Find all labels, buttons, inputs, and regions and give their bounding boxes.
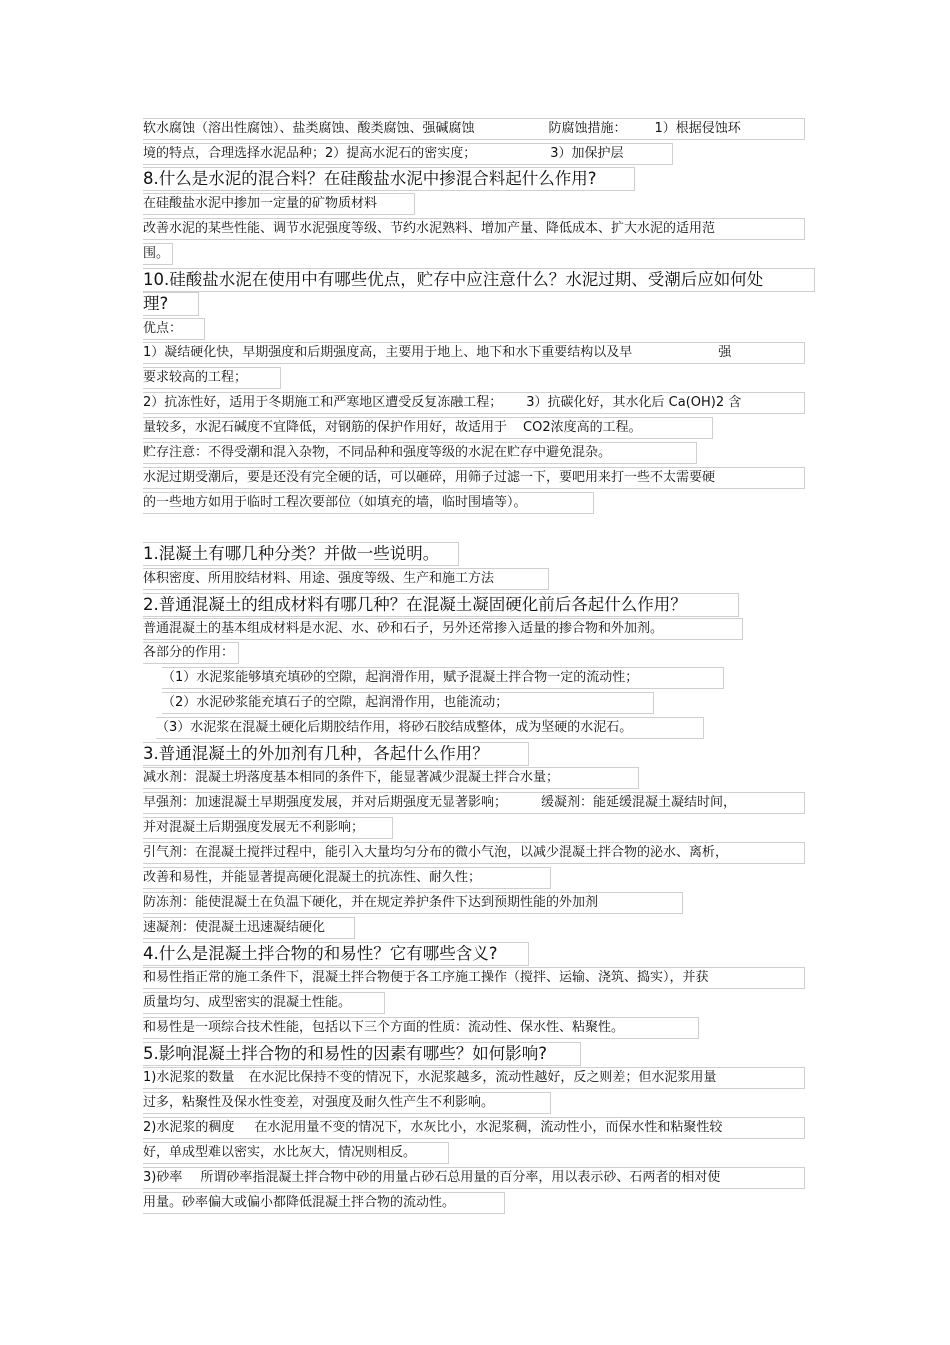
c5-factor-1-cont: 过多，粘聚性及保水性变差，对强度及耐久性产生不利影响。 [143, 1092, 551, 1114]
q10-point-2 [143, 392, 805, 414]
q8-heading: 8.什么是水泥的混合料？在硅酸盐水泥中掺混合料起什么作用? [143, 167, 635, 191]
intro-line-2 [143, 143, 673, 165]
intro-measure-3: 3）加保护层 [550, 146, 624, 161]
factor-label: 3)砂率 [143, 1170, 183, 1185]
agent-text: 缓凝剂：能延缓混凝土凝结时间， [541, 795, 737, 810]
q10-heading: 10.硅酸盐水泥在使用中有哪些优点，贮存中应注意什么？水泥过期、受潮后应如何处 [143, 268, 815, 292]
c2-item-3: （3）水泥浆在混凝土硬化后期胶结作用，将砂石胶结成整体，成为坚硬的水泥石。 [156, 717, 704, 739]
agent-text: 早强剂：加速混凝土早期强度发展，并对后期强度无显著影响； [143, 795, 508, 810]
c1-heading: 1.混凝土有哪几种分类？并做一些说明。 [143, 542, 459, 566]
point-text: 3）抗碳化好，其水化后 Ca(OH)2 含 [526, 395, 742, 410]
c2-answer: 普通混凝土的基本组成材料是水泥、水、砂和石子，另外还常掺入适量的掺合物和外加剂。 [143, 618, 743, 640]
q10-expired-line: 水泥过期受潮后，要是还没有完全硬的话，可以砸碎，用筛子过滤一下，要吧用来打一些不太需要硬 [143, 467, 805, 489]
c3-accelerator: 速凝剂：使混凝土迅速凝结硬化 [143, 917, 355, 939]
intro-text: 软水腐蚀（溶出性腐蚀）、盐类腐蚀、酸类腐蚀、强碱腐蚀 [143, 121, 475, 136]
point-text: 2）抗冻性好，适用于冬期施工和严寒地区遭受反复冻融工程； [143, 395, 503, 410]
c2-heading: 2.普通混凝土的组成材料有哪几种？在混凝土凝固硬化前后各起什么作用？ [143, 593, 739, 617]
c3-antifreeze: 防冻剂：能使混凝土在负温下硬化，并在规定养护条件下达到预期性能的外加剂 [143, 892, 683, 914]
c5-factor-3-cont: 用量。砂率偏大或偏小都降低混凝土拌合物的流动性。 [143, 1192, 505, 1214]
c5-factor-3 [143, 1167, 805, 1189]
q8-answer-line: 改善水泥的某些性能、调节水泥强度等级、节约水泥熟料、增加产量、降低成本、扩大水泥的适用范 [143, 218, 805, 240]
point-text: 浓度高的工程。 [550, 420, 642, 435]
q8-answer-line: 围。 [143, 243, 173, 265]
q10-point-1-cont: 要求较高的工程； [143, 367, 281, 389]
c4-answer-cont: 质量均匀、成型密实的混凝土性能。 [143, 992, 385, 1014]
point-text: 量较多，水泥石碱度不宜降低，对钢筋的保护作用好，故适用于 [143, 420, 508, 435]
c4-heading: 4.什么是混凝土拌合物的和易性？它有哪些含义? [143, 942, 529, 966]
c5-factor-1 [143, 1067, 805, 1089]
c3-air-entrainer-cont: 改善和易性，并能显著提高硬化混凝土的抗冻性、耐久性； [143, 867, 551, 889]
c2-item-2: （2）水泥砂浆能充填石子的空隙，起润滑作用，也能流动； [162, 692, 654, 714]
c4-aspects: 和易性是一项综合技术性能，包括以下三个方面的性质：流动性、保水性、粘聚性。 [143, 1017, 699, 1039]
q8-answer-line: 在硅酸盐水泥中掺加一定量的矿物质材料 [143, 193, 415, 215]
c3-water-reducer: 减水剂：混凝土坍落度基本相同的条件下，能显著减少混凝土拌合水量； [143, 767, 639, 789]
factor-text: 所谓砂率指混凝土拌合物中砂的用量占砂石总用量的百分率，用以表示砂、石两者的相对使 [200, 1170, 721, 1185]
co2-label: CO2 [523, 420, 551, 435]
intro-line-1 [143, 118, 805, 140]
factor-text: 在水泥比保持不变的情况下，水泥浆越多，流动性越好，反之则差；但水泥浆用量 [248, 1070, 717, 1085]
intro-text: 境的特点，合理选择水泥品种；2）提高水泥石的密实度； [143, 146, 477, 161]
q10-point-3-cont [143, 417, 713, 439]
c1-answer: 体积密度、所用胶结材料、用途、强度等级、生产和施工方法 [143, 568, 549, 590]
q10-point-1 [143, 342, 805, 364]
c3-retarder-cont: 并对混凝土后期强度发展无不利影响； [143, 817, 393, 839]
c2-item-1: （1）水泥浆能够填充填砂的空隙，起润滑作用，赋予混凝土拌合物一定的流动性； [162, 667, 724, 689]
factor-label: 2)水泥浆的稠度 [143, 1120, 235, 1135]
point-text: 强 [718, 345, 732, 360]
intro-measures-label: 防腐蚀措施： [548, 121, 627, 136]
c5-heading: 5.影响混凝土拌合物的和易性的因素有哪些？如何影响? [143, 1042, 581, 1066]
q10-heading-cont: 理? [143, 292, 199, 316]
intro-measure-1: 1）根据侵蚀环 [654, 121, 741, 136]
c3-air-entrainer: 引气剂：在混凝土搅拌过程中，能引入大量均匀分布的微小气泡，以减少混凝土拌合物的泌水、离析， [143, 842, 805, 864]
c5-factor-2 [143, 1117, 805, 1139]
c3-heading: 3.普通混凝土的外加剂有几种，各起什么作用？ [143, 742, 529, 766]
c5-factor-2-cont: 好，单成型难以密实，水比灰大，情况则相反。 [143, 1142, 449, 1164]
q10-expired-line: 的一些地方如用于临时工程次要部位（如填充的墙，临时围墙等）。 [143, 492, 594, 514]
point-text: 1）凝结硬化快，早期强度和后期强度高，主要用于地上、地下和水下重要结构以及早 [143, 345, 633, 360]
c3-early-strength-line [143, 792, 805, 814]
factor-text: 在水泥用量不变的情况下，水灰比小，水泥浆稠，流动性小，而保水性和粘聚性较 [254, 1120, 723, 1135]
c4-answer: 和易性指正常的施工条件下，混凝土拌合物便于各工序施工操作（搅拌、运输、浇筑、捣实），并获 [143, 967, 805, 989]
q10-storage-note: 贮存注意：不得受潮和混入杂物，不同品种和强度等级的水泥在贮存中避免混杂。 [143, 442, 697, 464]
factor-label: 1)水泥浆的数量 [143, 1070, 235, 1085]
c2-parts-label: 各部分的作用： [143, 642, 239, 664]
q10-advantages-label: 优点： [143, 318, 205, 340]
